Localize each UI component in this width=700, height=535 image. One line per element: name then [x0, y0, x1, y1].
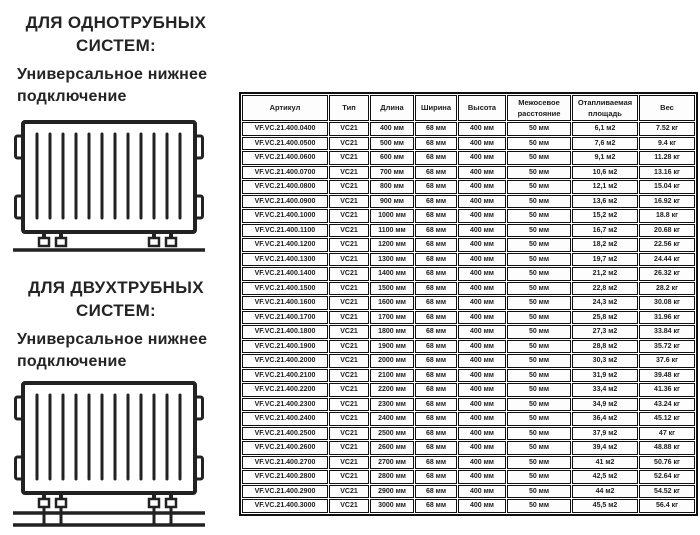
table-cell: VC21 — [329, 354, 369, 368]
table-row — [242, 485, 695, 499]
table-cell: VC21 — [329, 470, 369, 484]
table-row — [242, 470, 695, 484]
table-row — [242, 325, 695, 339]
table-cell: 1600 мм — [370, 296, 414, 310]
table-cell: VF.VC.21.400.0500 — [242, 137, 328, 151]
table-cell: 2500 мм — [370, 427, 414, 441]
table-cell: 27,3 м2 — [572, 325, 638, 339]
table-cell: 400 мм — [458, 122, 506, 136]
table-cell: 50 мм — [507, 369, 571, 383]
table-cell: VF.VC.21.400.1400 — [242, 267, 328, 281]
radiator-spec-table — [239, 92, 698, 516]
table-cell: 68 мм — [415, 441, 457, 455]
table-cell: 43.24 кг — [639, 398, 695, 412]
table-cell: VC21 — [329, 180, 369, 194]
table-cell: 48.88 кг — [639, 441, 695, 455]
table-cell: 39,4 м2 — [572, 441, 638, 455]
table-cell: 47 кг — [639, 427, 695, 441]
table-cell: 30.08 кг — [639, 296, 695, 310]
table-cell: 50 мм — [507, 224, 571, 238]
table-cell: 68 мм — [415, 209, 457, 223]
column-header-height: Высота — [458, 95, 506, 121]
table-cell: VF.VC.21.400.2900 — [242, 485, 328, 499]
table-cell: 16.92 кг — [639, 195, 695, 209]
table-cell: 50 мм — [507, 180, 571, 194]
table-cell: VF.VC.21.400.1300 — [242, 253, 328, 267]
table-cell: 500 мм — [370, 137, 414, 151]
table-cell: 400 мм — [458, 340, 506, 354]
table-cell: 400 мм — [458, 253, 506, 267]
table-cell: 50 мм — [507, 398, 571, 412]
table-cell: 400 мм — [458, 441, 506, 455]
table-cell: 2200 мм — [370, 383, 414, 397]
table-cell: 2300 мм — [370, 398, 414, 412]
table-cell: 400 мм — [458, 456, 506, 470]
table-cell: 400 мм — [458, 354, 506, 368]
table-cell: 50 мм — [507, 340, 571, 354]
table-cell: 34,9 м2 — [572, 398, 638, 412]
table-row — [242, 195, 695, 209]
table-cell: VC21 — [329, 195, 369, 209]
radiator-bottom-connection-single-pipe-icon — [13, 119, 205, 253]
table-cell: 400 мм — [458, 470, 506, 484]
table-cell: 50 мм — [507, 412, 571, 426]
two-pipe-subheading: Универсальное нижнее подключение — [17, 331, 208, 371]
table-cell: VF.VC.21.400.1700 — [242, 311, 328, 325]
table-cell: 2400 мм — [370, 412, 414, 426]
table-cell: VF.VC.21.400.0700 — [242, 166, 328, 180]
table-cell: 68 мм — [415, 383, 457, 397]
table-cell: 3000 мм — [370, 499, 414, 513]
table-row — [242, 166, 695, 180]
table-cell: VF.VC.21.400.1900 — [242, 340, 328, 354]
table-cell: 1000 мм — [370, 209, 414, 223]
table-body — [242, 122, 695, 513]
table-cell: VC21 — [329, 456, 369, 470]
column-header-width: Ширина — [415, 95, 457, 121]
table-cell: 13,6 м2 — [572, 195, 638, 209]
table-cell: 400 мм — [458, 311, 506, 325]
table-cell: VF.VC.21.400.2100 — [242, 369, 328, 383]
table-cell: 10,6 м2 — [572, 166, 638, 180]
table-cell: 20.68 кг — [639, 224, 695, 238]
table-cell: 50 мм — [507, 441, 571, 455]
table-row — [242, 282, 695, 296]
table-cell: 19,7 м2 — [572, 253, 638, 267]
table-cell: VC21 — [329, 427, 369, 441]
table-cell: VC21 — [329, 296, 369, 310]
table-cell: 400 мм — [458, 369, 506, 383]
table-cell: 50 мм — [507, 485, 571, 499]
table-row — [242, 412, 695, 426]
table-row — [242, 398, 695, 412]
table-cell: 2100 мм — [370, 369, 414, 383]
column-header-type: Тип — [329, 95, 369, 121]
table-cell: 68 мм — [415, 499, 457, 513]
table-cell: 400 мм — [458, 137, 506, 151]
table-cell: 2800 мм — [370, 470, 414, 484]
table-cell: 50 мм — [507, 166, 571, 180]
table-cell: VC21 — [329, 383, 369, 397]
table-cell: 7,6 м2 — [572, 137, 638, 151]
table-cell: 18,2 м2 — [572, 238, 638, 252]
table-cell: VC21 — [329, 151, 369, 165]
table-cell: VF.VC.21.400.0800 — [242, 180, 328, 194]
table-cell: VF.VC.21.400.1500 — [242, 282, 328, 296]
table-cell: 50.76 кг — [639, 456, 695, 470]
table-row — [242, 296, 695, 310]
table-cell: 39.48 кг — [639, 369, 695, 383]
radiator-bottom-connection-two-pipe-icon — [13, 380, 205, 530]
table-cell: 68 мм — [415, 296, 457, 310]
table-cell: VC21 — [329, 398, 369, 412]
table-row — [242, 369, 695, 383]
table-cell: 24.44 кг — [639, 253, 695, 267]
one-pipe-systems-heading: ДЛЯ ОДНОТРУБНЫХ СИСТЕМ: — [25, 13, 207, 55]
table-cell: VC21 — [329, 282, 369, 296]
table-cell: 68 мм — [415, 340, 457, 354]
table-cell: 24,3 м2 — [572, 296, 638, 310]
table-cell: 400 мм — [458, 238, 506, 252]
table-cell: VC21 — [329, 253, 369, 267]
table-row — [242, 137, 695, 151]
table-cell: 12,1 м2 — [572, 180, 638, 194]
table-cell: 68 мм — [415, 282, 457, 296]
table-cell: 400 мм — [370, 122, 414, 136]
table-cell: 9.4 кг — [639, 137, 695, 151]
table-cell: 50 мм — [507, 470, 571, 484]
table-cell: VC21 — [329, 166, 369, 180]
table-row — [242, 151, 695, 165]
table-row — [242, 311, 695, 325]
table-row — [242, 354, 695, 368]
table-cell: VF.VC.21.400.1200 — [242, 238, 328, 252]
table-row — [242, 441, 695, 455]
table-cell: 25,8 м2 — [572, 311, 638, 325]
table-cell: 600 мм — [370, 151, 414, 165]
table-cell: 16,7 м2 — [572, 224, 638, 238]
table-cell: VC21 — [329, 238, 369, 252]
table-cell: 28,8 м2 — [572, 340, 638, 354]
table-cell: 1500 мм — [370, 282, 414, 296]
table-cell: 11.28 кг — [639, 151, 695, 165]
table-cell: 1800 мм — [370, 325, 414, 339]
table-cell: VC21 — [329, 369, 369, 383]
table-row — [242, 238, 695, 252]
table-cell: 68 мм — [415, 369, 457, 383]
table-cell: 35.72 кг — [639, 340, 695, 354]
table-cell: 45.12 кг — [639, 412, 695, 426]
table-cell: VC21 — [329, 311, 369, 325]
table-cell: VC21 — [329, 122, 369, 136]
table-cell: 68 мм — [415, 224, 457, 238]
table-cell: 1100 мм — [370, 224, 414, 238]
table-cell: VF.VC.21.400.2600 — [242, 441, 328, 455]
table-cell: 33,4 м2 — [572, 383, 638, 397]
table-cell: VF.VC.21.400.2400 — [242, 412, 328, 426]
table-cell: 2700 мм — [370, 456, 414, 470]
table-cell: 36,4 м2 — [572, 412, 638, 426]
table-row — [242, 456, 695, 470]
table-cell: VF.VC.21.400.3000 — [242, 499, 328, 513]
one-pipe-subheading: Универсальное нижнее подключение — [17, 66, 208, 106]
column-header-length: Длина — [370, 95, 414, 121]
table-cell: 400 мм — [458, 166, 506, 180]
table-cell: 900 мм — [370, 195, 414, 209]
table-cell: 56.4 кг — [639, 499, 695, 513]
table-cell: VF.VC.21.400.1000 — [242, 209, 328, 223]
table-cell: 37,9 м2 — [572, 427, 638, 441]
table-cell: 50 мм — [507, 137, 571, 151]
table-cell: 6,1 м2 — [572, 122, 638, 136]
table-cell: 44 м2 — [572, 485, 638, 499]
table-row — [242, 427, 695, 441]
table-cell: 22.56 кг — [639, 238, 695, 252]
table-cell: 400 мм — [458, 383, 506, 397]
table-cell: 13.16 кг — [639, 166, 695, 180]
table-cell: 400 мм — [458, 195, 506, 209]
table-cell: VC21 — [329, 499, 369, 513]
table-row — [242, 224, 695, 238]
table-cell: 1200 мм — [370, 238, 414, 252]
table-cell: 1900 мм — [370, 340, 414, 354]
table-cell: VF.VC.21.400.2000 — [242, 354, 328, 368]
table-cell: 50 мм — [507, 209, 571, 223]
table-cell: 28.2 кг — [639, 282, 695, 296]
table-cell: 68 мм — [415, 412, 457, 426]
table-cell: 68 мм — [415, 195, 457, 209]
table-cell: 400 мм — [458, 296, 506, 310]
table-cell: 400 мм — [458, 427, 506, 441]
table-cell: VF.VC.21.400.1600 — [242, 296, 328, 310]
table-cell: 400 мм — [458, 499, 506, 513]
table-cell: 50 мм — [507, 383, 571, 397]
table-cell: 400 мм — [458, 282, 506, 296]
table-cell: 1300 мм — [370, 253, 414, 267]
column-header-article: Артикул — [242, 95, 328, 121]
table-cell: 31,9 м2 — [572, 369, 638, 383]
table-row — [242, 340, 695, 354]
table-cell: 33.84 кг — [639, 325, 695, 339]
table-cell: VC21 — [329, 224, 369, 238]
two-pipe-systems-heading: ДЛЯ ДВУХТРУБНЫХ СИСТЕМ: — [28, 278, 204, 320]
table-cell: 41.36 кг — [639, 383, 695, 397]
table-row — [242, 253, 695, 267]
table-cell: 68 мм — [415, 180, 457, 194]
table-cell: 68 мм — [415, 166, 457, 180]
table-cell: 2000 мм — [370, 354, 414, 368]
table-cell: 400 мм — [458, 398, 506, 412]
column-header-weight: Вес — [639, 95, 695, 121]
table-cell: 400 мм — [458, 224, 506, 238]
table-cell: VC21 — [329, 267, 369, 281]
table-cell: 18.8 кг — [639, 209, 695, 223]
table-cell: 68 мм — [415, 398, 457, 412]
table-cell: VF.VC.21.400.0600 — [242, 151, 328, 165]
column-header-axial-distance: Межосевое расстояние — [507, 95, 571, 121]
table-cell: 400 мм — [458, 267, 506, 281]
table-cell: VC21 — [329, 137, 369, 151]
table-cell: 41 м2 — [572, 456, 638, 470]
table-cell: 52.64 кг — [639, 470, 695, 484]
table-cell: 45,5 м2 — [572, 499, 638, 513]
table-cell: 50 мм — [507, 151, 571, 165]
table-row — [242, 209, 695, 223]
table-cell: 50 мм — [507, 253, 571, 267]
table-cell: 50 мм — [507, 238, 571, 252]
table-cell: 50 мм — [507, 122, 571, 136]
table-cell: 400 мм — [458, 209, 506, 223]
table-cell: VC21 — [329, 485, 369, 499]
table-cell: 800 мм — [370, 180, 414, 194]
table-cell: 42,5 м2 — [572, 470, 638, 484]
table-cell: 68 мм — [415, 470, 457, 484]
table-row — [242, 499, 695, 513]
table-cell: 9,1 м2 — [572, 151, 638, 165]
table-cell: 2900 мм — [370, 485, 414, 499]
table-cell: VC21 — [329, 340, 369, 354]
table-cell: 50 мм — [507, 267, 571, 281]
table-cell: 400 мм — [458, 485, 506, 499]
table-cell: VC21 — [329, 441, 369, 455]
table-cell: 68 мм — [415, 456, 457, 470]
table-cell: 68 мм — [415, 325, 457, 339]
table-cell: 50 мм — [507, 282, 571, 296]
table-cell: VF.VC.21.400.2800 — [242, 470, 328, 484]
table-cell: 21,2 м2 — [572, 267, 638, 281]
table-cell: 15.04 кг — [639, 180, 695, 194]
table-cell: 68 мм — [415, 427, 457, 441]
table-cell: 400 мм — [458, 325, 506, 339]
table-cell: 68 мм — [415, 122, 457, 136]
table-row — [242, 180, 695, 194]
table-cell: 22,8 м2 — [572, 282, 638, 296]
table-cell: VF.VC.21.400.2300 — [242, 398, 328, 412]
table-cell: 54.52 кг — [639, 485, 695, 499]
table-cell: 7.52 кг — [639, 122, 695, 136]
table-cell: 50 мм — [507, 311, 571, 325]
table-row — [242, 267, 695, 281]
table-cell: 400 мм — [458, 412, 506, 426]
table-cell: VC21 — [329, 209, 369, 223]
table-cell: 50 мм — [507, 195, 571, 209]
table-cell: 700 мм — [370, 166, 414, 180]
table-cell: VF.VC.21.400.1800 — [242, 325, 328, 339]
table-cell: 68 мм — [415, 253, 457, 267]
table-cell: VF.VC.21.400.2200 — [242, 383, 328, 397]
table-cell: VC21 — [329, 325, 369, 339]
table-cell: 50 мм — [507, 325, 571, 339]
table-cell: 68 мм — [415, 238, 457, 252]
radiator-spec-table-wrap — [239, 92, 693, 516]
table-cell: 68 мм — [415, 267, 457, 281]
table-cell: 400 мм — [458, 151, 506, 165]
table-row — [242, 383, 695, 397]
table-cell: 37.6 кг — [639, 354, 695, 368]
table-cell: 50 мм — [507, 296, 571, 310]
table-cell: VF.VC.21.400.0400 — [242, 122, 328, 136]
table-cell: 15,2 м2 — [572, 209, 638, 223]
table-cell: VF.VC.21.400.1100 — [242, 224, 328, 238]
table-cell: 26.32 кг — [639, 267, 695, 281]
table-cell: 50 мм — [507, 456, 571, 470]
column-header-heated-area: Отапливаемая площадь — [572, 95, 638, 121]
table-cell: 68 мм — [415, 311, 457, 325]
table-cell: VF.VC.21.400.2500 — [242, 427, 328, 441]
table-header-row — [242, 95, 695, 121]
table-cell: 30,3 м2 — [572, 354, 638, 368]
table-cell: 50 мм — [507, 354, 571, 368]
table-cell: 68 мм — [415, 151, 457, 165]
table-row — [242, 122, 695, 136]
table-cell: 1700 мм — [370, 311, 414, 325]
table-cell: 68 мм — [415, 354, 457, 368]
table-cell: VC21 — [329, 412, 369, 426]
table-cell: 50 мм — [507, 427, 571, 441]
table-cell: 400 мм — [458, 180, 506, 194]
table-cell: 68 мм — [415, 137, 457, 151]
table-cell: 1400 мм — [370, 267, 414, 281]
table-cell: 2600 мм — [370, 441, 414, 455]
table-cell: 68 мм — [415, 485, 457, 499]
table-cell: VF.VC.21.400.0900 — [242, 195, 328, 209]
table-cell: 50 мм — [507, 499, 571, 513]
table-cell: VF.VC.21.400.2700 — [242, 456, 328, 470]
table-cell: 31.96 кг — [639, 311, 695, 325]
